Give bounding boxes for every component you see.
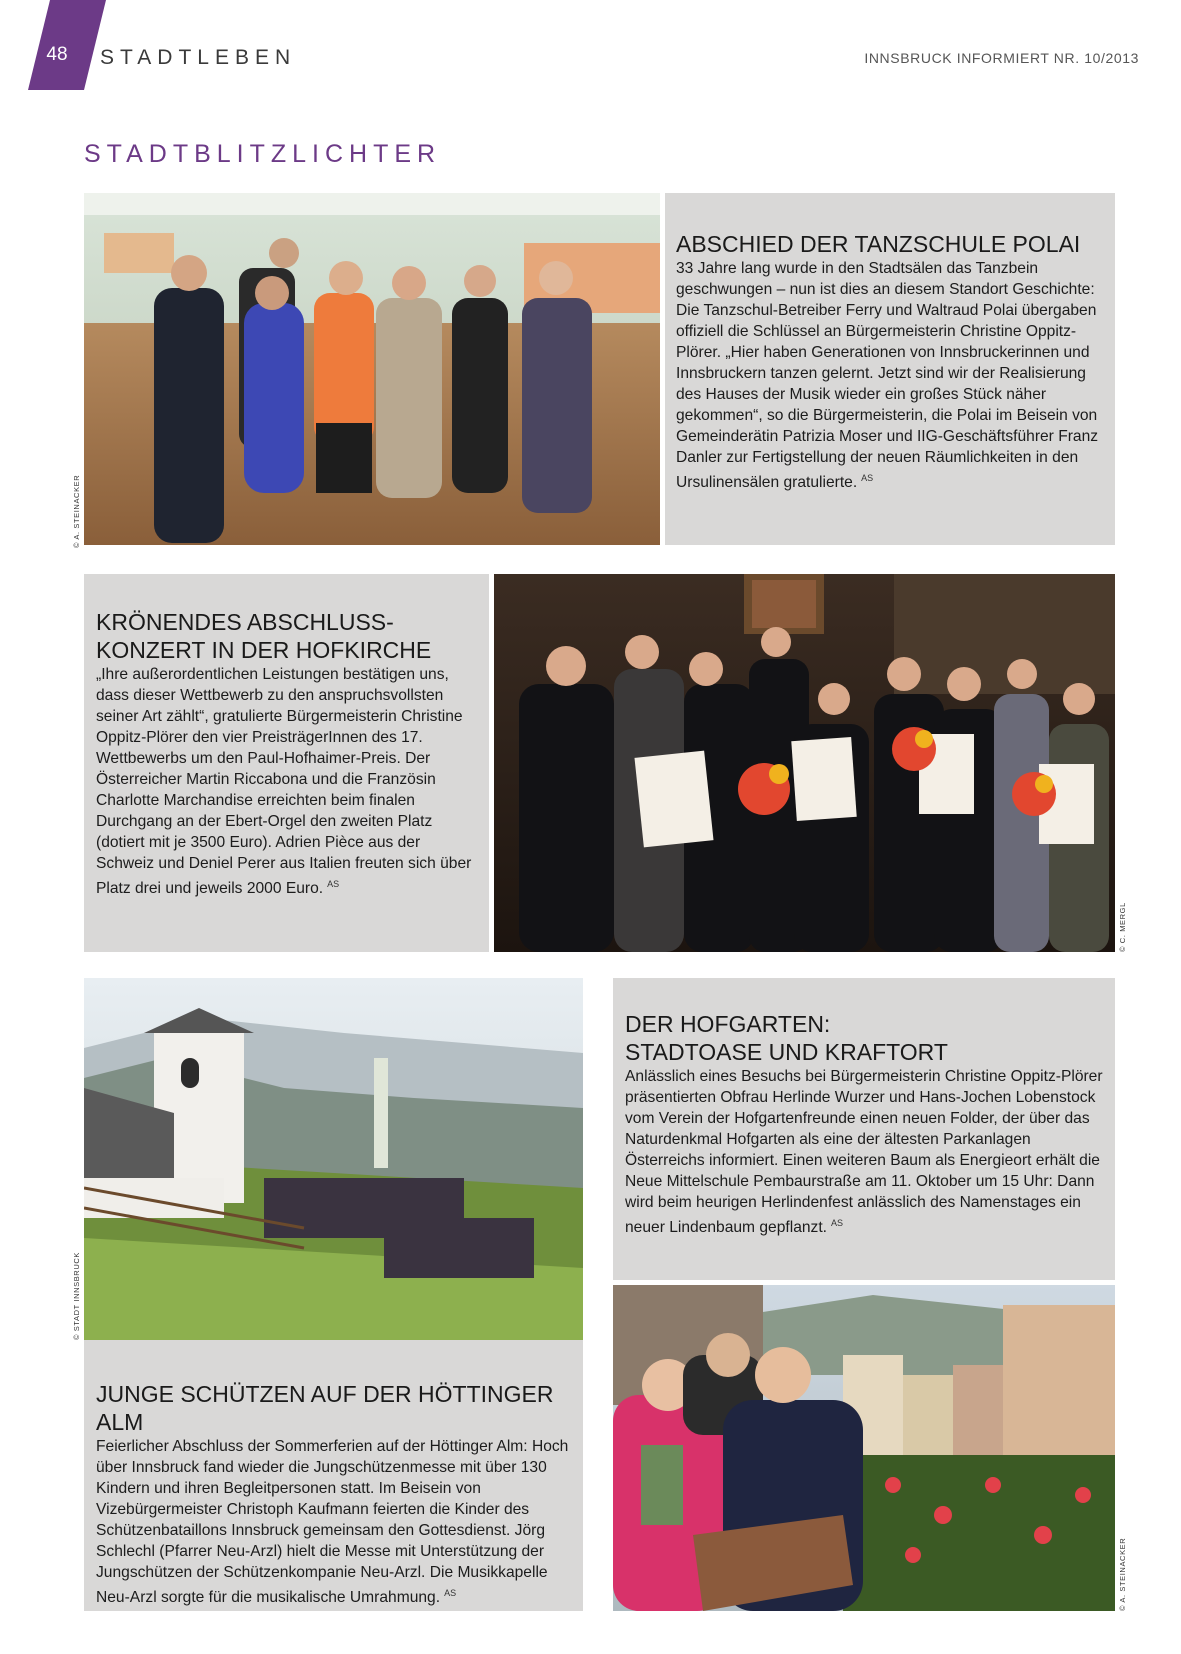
- article-body-tanzschule: 33 Jahre lang wurde in den Stadtsälen das Tanzbein geschwungen – nun ist dies an diesem Standort Geschichte: Die Tanzschul-Betreiber Ferry und Waltraud Polai übergaben offiziell die Schlüssel an Bürgermeisterin Christine Oppitz-Plörer. „Hier haben Generationen von Innsbruckerinnen und Innsbruckern tanzen gelernt. Jetzt sind wir der Realisierung des Hauses der Musik wieder ein großes Stück näher gekommen“, so die Bürgermeisterin, die Polai im Beisein von Gemeinderätin Patrizia Moser und IIG-Geschäftsführer Franz Danler zur Fertigstellung der neuen Räumlichkeiten in den Ursulinensälen gratulierte.: [676, 260, 1099, 492]
- photo-credit-2: © C. MERGL: [1118, 902, 1127, 952]
- author-tag: AS: [444, 1588, 457, 1598]
- article-box-tanzschule: [665, 193, 1115, 545]
- issue-label: INNSBRUCK INFORMIERT NR. 10/2013: [864, 50, 1139, 66]
- photo-tanzschule: [84, 193, 660, 545]
- article-box-hofgarten: [613, 978, 1115, 1280]
- section-title: STADTLEBEN: [100, 46, 297, 69]
- photo-credit-3: © A. STEINACKER: [1118, 1537, 1127, 1611]
- page-number: 48: [46, 44, 68, 65]
- article-title-hofkirche-line1: KRÖNENDES ABSCHLUSS-: [96, 609, 394, 635]
- author-tag: AS: [831, 1218, 844, 1228]
- photo-credit-4: © STADT INNSBRUCK: [72, 1252, 81, 1340]
- article-title-hofkirche-line2: KONZERT IN DER HOFKIRCHE: [96, 637, 432, 663]
- photo-hofgarten: [613, 1285, 1115, 1611]
- article-body-hofkirche: „Ihre außerordentlichen Leistungen bestätigen uns, dass dieser Wettbewerb zu den anspruchsvollsten seiner Art zählt“, gratulierte Bürgermeisterin Christine Oppitz-Plörer den vier PreisträgerInnen des 17. Wettbewerbs um den Paul-Hofhaimer-Preis. Der Österreicher Martin Riccabona und die Französin Charlotte Marchandise erreichten beim finalen Durchgang an der Ebert-Orgel den zweiten Platz (dotiert mit je 3500 Euro). Adrien Pièce aus der Schweiz und Deniel Perer aus Italien freuten sich über Platz drei und jeweils 2000 Euro.: [96, 666, 472, 898]
- author-tag: AS: [327, 879, 340, 889]
- author-tag: AS: [861, 473, 874, 483]
- photo-hofkirche: [494, 574, 1115, 952]
- article-title-tanzschule: ABSCHIED DER TANZSCHULE POLAI: [676, 231, 1081, 257]
- article-body-hofgarten: Anlässlich eines Besuchs bei Bürgermeisterin Christine Oppitz-Plörer präsentierten Obfrau Herlinde Wurzer und Hans-Jochen Lobenstock vom Verein der Hofgartenfreunde einen neuen Folder, der über das Naturdenkmal Hofgarten als eine der ältesten Parkanlagen Österreichs informiert. Einen weiteren Baum als Energieort erhält die Neue Mittelschule Pembaurstraße am 11. Oktober um 15 Uhr: Dann wird beim heurigen Herlindenfest anlässlich des Namenstages ein neuer Lindenbaum gepflanzt.: [625, 1068, 1103, 1237]
- article-title-hofgarten-line1: DER HOFGARTEN:: [625, 1011, 831, 1037]
- article-box-hoettinger-alm: [84, 1340, 583, 1611]
- article-body-hoettinger-alm: Feierlicher Abschluss der Sommerferien auf der Höttinger Alm: Hoch über Innsbruck fand wieder die Jungschützenmesse mit über 130 Kindern und ihren Begleitpersonen statt. Im Beisein von Vizebürgermeister Christoph Kaufmann feierten die Kinder des Schützenbataillons Innsbruck gemeinsam den Gottesdienst. Jörg Schlechl (Pfarrer Neu-Arzl) hielt die Messe mit Unterstützung der Jungschützen der Schützenkompanie Neu-Arzl. Die Musikkapelle Neu-Arzl sorgte für die musikalische Umrahmung.: [96, 1438, 569, 1607]
- page-title: STADTBLITZLICHTER: [84, 140, 442, 168]
- article-title-hoettinger-alm: JUNGE SCHÜTZEN AUF DER HÖTTINGER ALM: [96, 1381, 554, 1435]
- photo-hoettinger-alm: [84, 978, 583, 1340]
- article-title-hofgarten-line2: STADTOASE UND KRAFTORT: [625, 1039, 948, 1065]
- photo-credit-1: © A. STEINACKER: [72, 474, 81, 548]
- article-box-hofkirche: [84, 574, 489, 952]
